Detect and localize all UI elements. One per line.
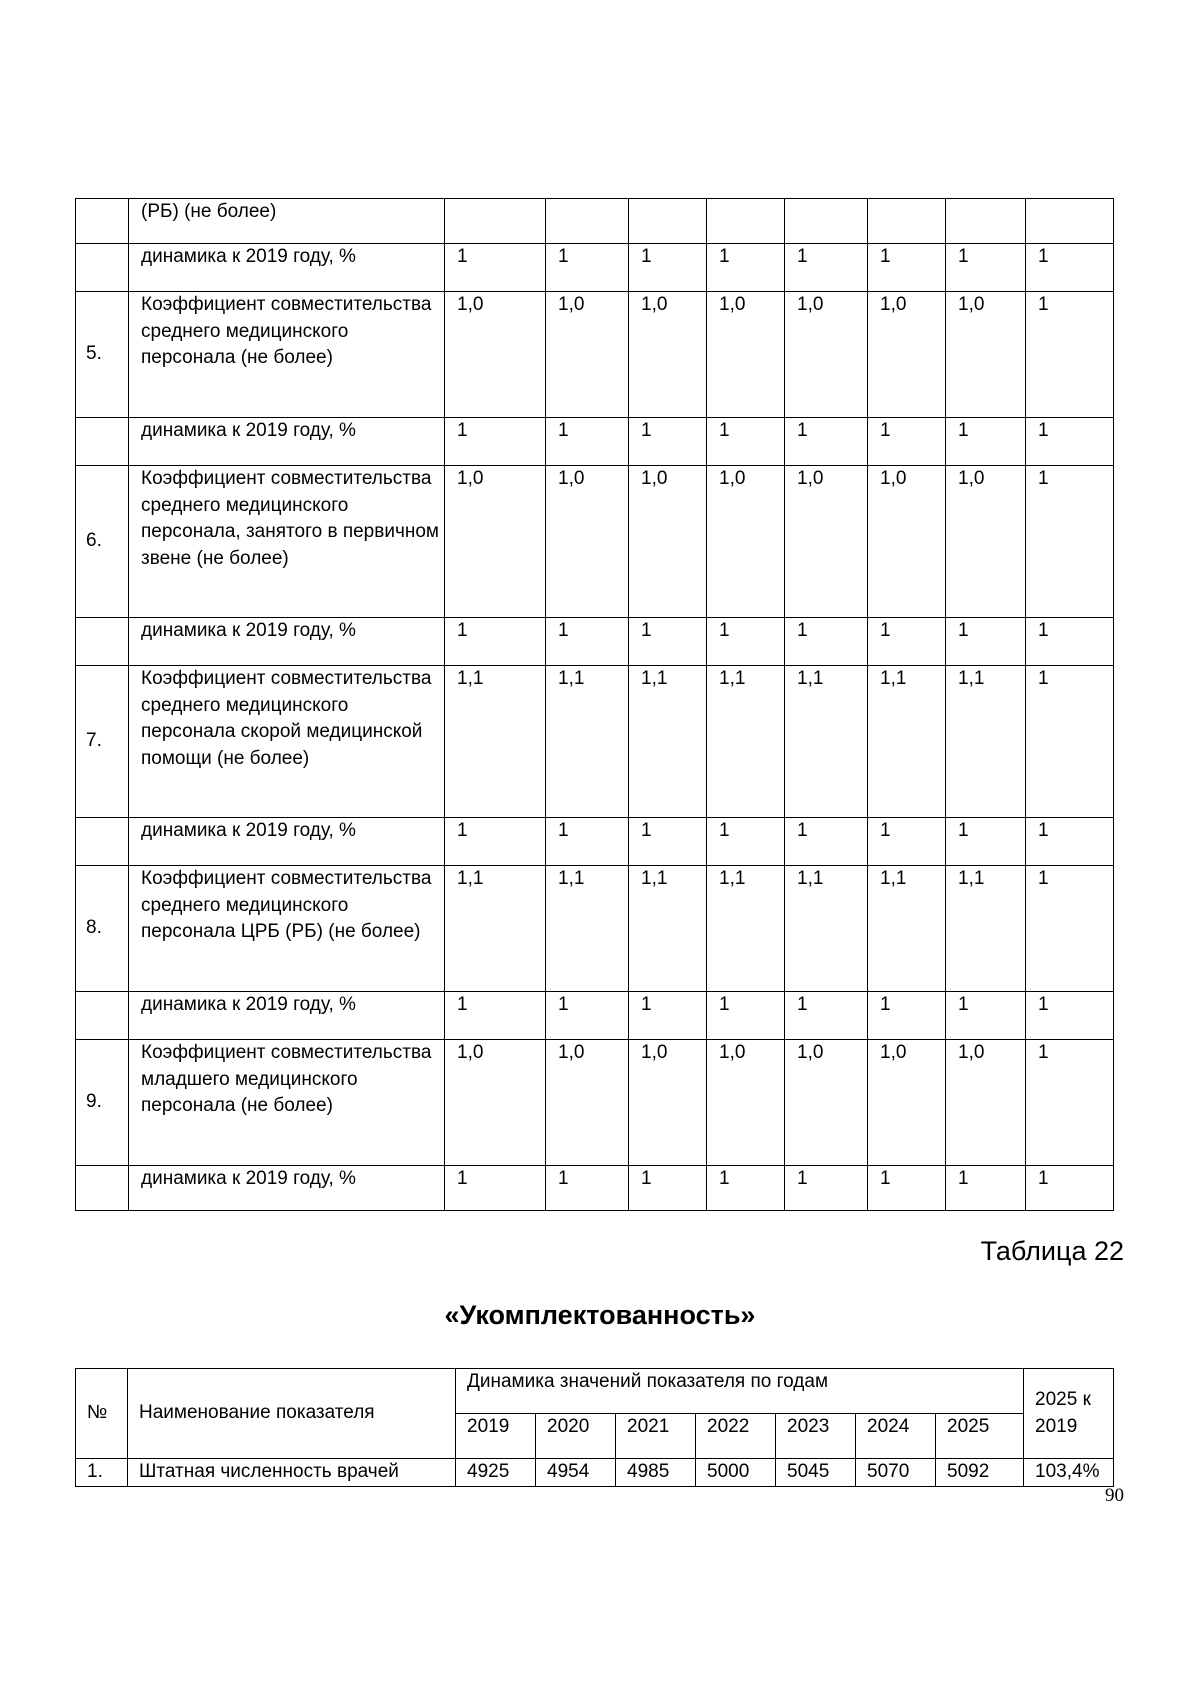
row-value: 1,0 [629,466,707,618]
row-value: 1,1 [629,666,707,818]
header-year: 2019 [456,1414,536,1459]
row-value: 5000 [696,1459,776,1487]
row-value: 1,0 [546,292,629,418]
row-value: 5045 [776,1459,856,1487]
dynamics-row [76,199,1114,244]
row-value: 1,0 [785,292,868,418]
row-value: 1 [1026,418,1114,466]
row-value: 1 [946,818,1026,866]
header-name: Наименование показателя [128,1369,456,1459]
row-value [707,199,785,244]
header-ratio: 2025 к 2019 [1024,1369,1114,1459]
row-value: 1,1 [946,866,1026,992]
header-row [76,1369,1114,1414]
header-year: 2025 [936,1414,1024,1459]
row-value: 1,1 [785,666,868,818]
row-value: 1,0 [445,1040,546,1166]
indicator-row [76,866,1114,992]
header-num: № [76,1369,128,1459]
row-value: 1 [445,1166,546,1211]
indicator-row [76,466,1114,618]
row-number: 8. [76,866,129,992]
row-value: 1 [1026,992,1114,1040]
row-value: 1 [445,418,546,466]
row-number: 9. [76,1040,129,1166]
row-value: 1 [785,618,868,666]
row-label: Коэффициент совместительства среднего медицинского персонала (не более) [129,292,445,418]
row-value: 1 [1026,618,1114,666]
header-year: 2022 [696,1414,776,1459]
row-value: 1 [707,992,785,1040]
row-label: (РБ) (не более) [129,199,445,244]
row-label: Штатная численность врачей [128,1459,456,1487]
page-number: 90 [1105,1485,1124,1506]
row-value: 1,0 [629,1040,707,1166]
row-value: 1 [445,244,546,292]
header-dynamics: Динамика значений показателя по годам [456,1369,1024,1414]
row-value [785,199,868,244]
row-value: 1 [785,418,868,466]
row-value: 1,1 [868,866,946,992]
table-caption: Таблица 22 [980,1236,1124,1266]
row-value: 1 [946,418,1026,466]
row-value: 4925 [456,1459,536,1487]
row-value: 1,0 [946,466,1026,618]
row-label: динамика к 2019 году, % [129,418,445,466]
row-value: 1 [868,818,946,866]
row-value: 1,0 [868,1040,946,1166]
indicator-row [76,1040,1114,1166]
row-number [76,818,129,866]
row-value [445,199,546,244]
row-value: 1,0 [546,1040,629,1166]
row-value: 1 [785,244,868,292]
row-value: 1 [1026,292,1114,418]
indicator-row [76,292,1114,418]
indicator-table-continued [75,198,1114,1211]
row-value: 1,1 [445,866,546,992]
row-value [546,199,629,244]
row-value: 1,1 [445,666,546,818]
header-year: 2023 [776,1414,856,1459]
row-value: 1,0 [785,466,868,618]
row-value: 1,1 [629,866,707,992]
row-value: 1 [868,1166,946,1211]
row-value: 1 [546,418,629,466]
row-number: 6. [76,466,129,618]
row-value [1026,199,1114,244]
row-value: 1,1 [546,866,629,992]
table-title: «Укомплектованность» [444,1300,756,1330]
row-label: Коэффициент совместительства младшего медицинского персонала (не более) [129,1040,445,1166]
row-value: 5092 [936,1459,1024,1487]
row-label: Коэффициент совместительства среднего медицинского персонала ЦРБ (РБ) (не более) [129,866,445,992]
row-number [76,992,129,1040]
row-value: 1 [546,1166,629,1211]
row-value: 1,0 [445,466,546,618]
row-value: 1 [1026,666,1114,818]
row-value: 1,1 [868,666,946,818]
header-year: 2020 [536,1414,616,1459]
row-value: 1,0 [946,292,1026,418]
row-value: 1 [629,1166,707,1211]
row-value [629,199,707,244]
row-ratio: 103,4% [1024,1459,1114,1487]
row-value: 1,0 [707,1040,785,1166]
row-value: 1 [707,1166,785,1211]
row-value: 1 [629,418,707,466]
row-value: 1 [629,244,707,292]
row-value: 1 [785,818,868,866]
row-value: 1 [707,418,785,466]
row-value: 1 [946,618,1026,666]
staffing-table [75,1368,1114,1487]
row-value: 1 [946,1166,1026,1211]
row-value: 1 [1026,1166,1114,1211]
row-value: 1 [946,992,1026,1040]
row-value: 1 [868,244,946,292]
row-value: 4985 [616,1459,696,1487]
row-value: 1,0 [785,1040,868,1166]
row-value: 1 [445,618,546,666]
indicator-table-body [76,199,1114,1211]
row-value: 1,0 [707,292,785,418]
row-number [76,418,129,466]
row-value [868,199,946,244]
row-value: 1,0 [546,466,629,618]
row-label: динамика к 2019 году, % [129,992,445,1040]
row-value: 1 [546,818,629,866]
row-label: Коэффициент совместительства среднего медицинского персонала скорой медицинской помощи (не более) [129,666,445,818]
row-value: 1 [629,618,707,666]
row-value: 1 [1026,1040,1114,1166]
dynamics-row [76,818,1114,866]
row-value: 1 [785,1166,868,1211]
row-value: 1 [546,244,629,292]
row-number: 5. [76,292,129,418]
row-value: 1 [629,992,707,1040]
row-value: 1,1 [707,866,785,992]
row-value: 1 [1026,866,1114,992]
row-number: 1. [76,1459,128,1487]
indicator-row [76,666,1114,818]
row-value: 1 [707,818,785,866]
row-value: 1,1 [707,666,785,818]
row-value: 1,0 [868,292,946,418]
row-value: 1,0 [445,292,546,418]
row-value: 1,1 [946,666,1026,818]
dynamics-row [76,1166,1114,1211]
row-label: динамика к 2019 году, % [129,618,445,666]
dynamics-row [76,418,1114,466]
dynamics-row [76,618,1114,666]
row-value: 1,0 [629,292,707,418]
row-value: 4954 [536,1459,616,1487]
row-label: динамика к 2019 году, % [129,1166,445,1211]
row-value: 1 [445,818,546,866]
row-label: динамика к 2019 году, % [129,244,445,292]
row-value: 1 [707,618,785,666]
row-value: 1 [1026,244,1114,292]
row-value: 1 [1026,818,1114,866]
row-value: 1 [785,992,868,1040]
row-number: 7. [76,666,129,818]
row-number [76,618,129,666]
dynamics-row [76,244,1114,292]
row-number [76,244,129,292]
row-number [76,1166,129,1211]
row-value [946,199,1026,244]
row-label: Коэффициент совместительства среднего медицинского персонала, занятого в первичном звене (не более) [129,466,445,618]
row-value: 1 [629,818,707,866]
row-value: 1 [1026,466,1114,618]
row-value: 1 [445,992,546,1040]
row-value: 1,1 [546,666,629,818]
table-row [76,1459,1114,1487]
row-value: 1,0 [946,1040,1026,1166]
header-year: 2021 [616,1414,696,1459]
header-year: 2024 [856,1414,936,1459]
row-value: 1 [707,244,785,292]
dynamics-row [76,992,1114,1040]
row-value: 1 [868,618,946,666]
row-value: 1 [546,992,629,1040]
row-value: 1 [546,618,629,666]
row-number [76,199,129,244]
row-value: 1,0 [707,466,785,618]
row-value: 1,0 [868,466,946,618]
row-value: 1 [868,418,946,466]
row-value: 5070 [856,1459,936,1487]
row-label: динамика к 2019 году, % [129,818,445,866]
row-value: 1 [946,244,1026,292]
row-value: 1 [868,992,946,1040]
row-value: 1,1 [785,866,868,992]
